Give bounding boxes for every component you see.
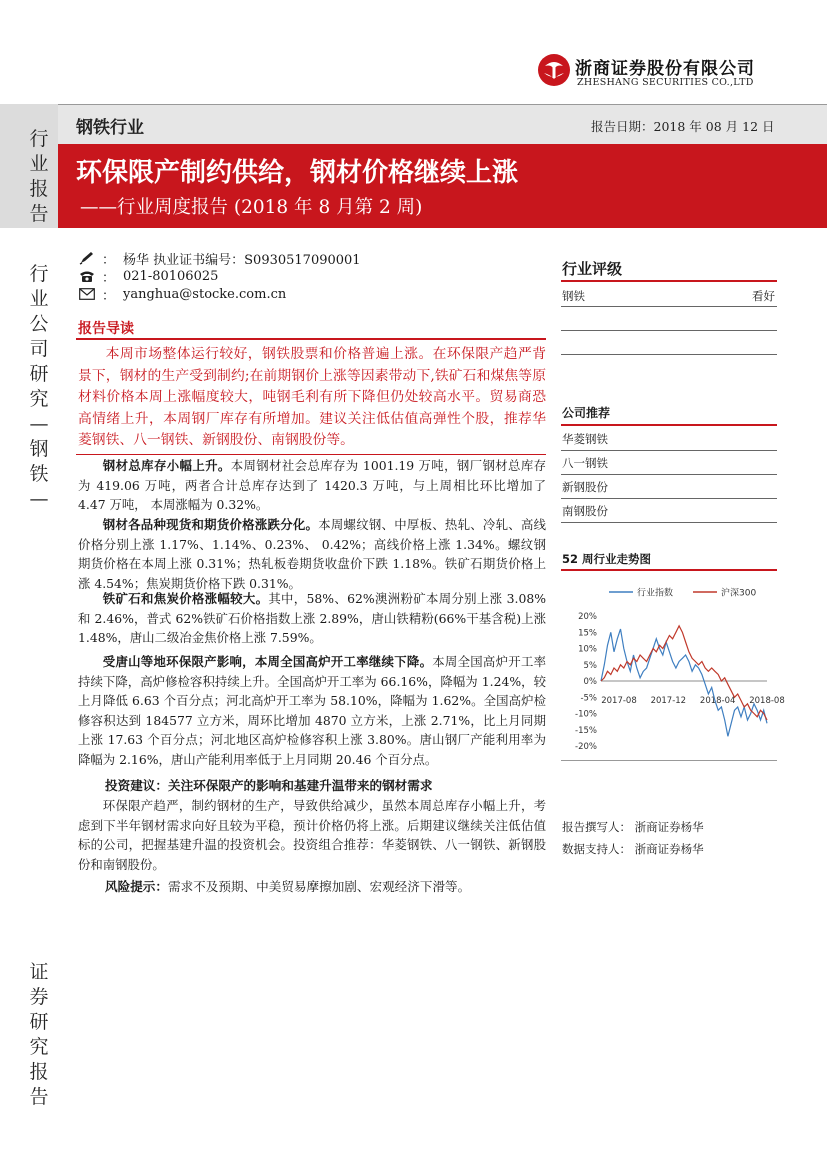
analyst-name: 杨华 执业证书编号：S0930517090001 xyxy=(123,252,361,268)
rating-heading: 行业评级 xyxy=(562,260,623,278)
analyst-email-row: ： yanghua@stocke.com.cn xyxy=(78,285,286,303)
x-tick-label: 2017-08 xyxy=(601,696,637,706)
x-tick-label: 2017-12 xyxy=(650,696,687,706)
analyst-phone-row: ： 021-80106025 xyxy=(78,267,218,285)
y-tick-label: 15% xyxy=(578,628,597,639)
y-tick-label: -10% xyxy=(575,709,597,720)
analyst-name-row: ： 杨华 执业证书编号：S0930517090001 xyxy=(78,249,361,267)
recommend-row-divider xyxy=(561,450,777,451)
pen-icon xyxy=(78,251,96,265)
phone-icon xyxy=(78,269,96,283)
recommend-row-divider xyxy=(561,474,777,475)
recommend-item: 南钢股份 xyxy=(562,504,608,518)
recommend-row-divider xyxy=(561,522,777,523)
rating-divider xyxy=(561,280,777,282)
recommend-row-divider xyxy=(561,498,777,499)
report-subtitle: ——行业周度报告 (2018 年 8 月第 2 周) xyxy=(80,197,423,218)
industry-name: 钢铁行业 xyxy=(76,118,144,138)
x-tick-label: 2018-08 xyxy=(749,696,785,706)
x-tick-label: 2018-04 xyxy=(699,696,736,706)
trend-heading: 52 周行业走势图 xyxy=(562,552,652,566)
report-date: 报告日期：2018 年 08 月 12 日 xyxy=(591,119,775,134)
company-name-en: ZHESHANG SECURITIES CO.,LTD xyxy=(577,77,754,88)
legend-label: 沪深300 xyxy=(721,588,757,599)
paragraph-prices: 钢材各品种现货和期货价格涨跌分化。本周螺纹钢、中厚板、热轧、冷轧、高线价格分别上涨 1.17%、1.14%、0.23%、 0.42%；高线价格上涨 1.34%。螺纹钢期货价格在本周上涨 0.31%；热轧板卷期货收盘价下跌 1.18%。铁矿石期货价格上涨 4.54%；焦炭期货价格下跌 0.31%。 xyxy=(78,517,546,591)
series-line xyxy=(601,629,767,736)
rating-row-divider xyxy=(561,354,777,355)
paragraph-blast-furnace: 受唐山等地环保限产影响，本周全国高炉开工率继续下降。本周全国高炉开工率持续下降，高炉修检容积持续上升。全国高炉开工率为 66.16%，降幅为 1.24%，较上月降低 6.63 个百分点；河北高炉开工率为 58.10%，降幅为 1.62%。全国高炉检修容积达到 184577 立方米，周环比增加 4870 立方米，上涨 2.71%，比上月同期上涨 17.63 个百分点；河北地区高炉检修容积上涨 3.80%。唐山钢厂产能利用率为降幅为 2.16%，唐山产能利用率低于上月同期 20.46 个百分点。 xyxy=(78,654,547,767)
analyst-phone: 021-80106025 xyxy=(123,268,219,284)
paragraph-inventory: 钢材总库存小幅上升。本周钢材社会总库存为 1001.19 万吨，钢厂钢材总库存为 419.06 万吨，两者合计总库存达到了 1420.3 万吨，与上周相比环比增加了 4.47 万吨， 本周涨幅为 0.32%。 xyxy=(78,458,547,513)
paragraph-raw-materials: 铁矿石和焦炭价格涨幅较大。其中，58%、62%澳洲粉矿本周分别上涨 3.08%和 2.46%，普式 62%铁矿石价格指数上涨 2.89%，唐山铁精粉(66%干基含税)上涨 1.48%，唐山二级冶金焦价格上涨 7.59%。 xyxy=(78,591,546,646)
report-title: 环保限产制约供给，钢材价格继续上涨 xyxy=(76,158,519,188)
rating-value: 看好 xyxy=(752,289,775,303)
summary-bottom-divider xyxy=(76,454,546,455)
y-tick-label: 0% xyxy=(583,677,597,687)
report-type-label: 行业报告 xyxy=(29,128,49,225)
recommend-divider xyxy=(561,424,777,426)
summary-text: 本周市场整体运行较好，钢铁股票和价格普遍上涨。在环保限产趋严背景下，钢材的生产受到制约;在前期钢价上涨等因素带动下,铁矿石和煤焦等原材料价格本周上涨幅度较大，吨钢毛利有所下降但仍处较高水平。贸易商恐高情绪上升，本周钢厂库存有所增加。建议关注低估值高弹性个股，推荐华菱钢铁、八一钢铁、新钢股份、南钢股份等。 xyxy=(78,346,546,448)
envelope-icon xyxy=(78,288,96,300)
rating-row-divider xyxy=(561,330,777,331)
recommend-item: 新钢股份 xyxy=(562,480,608,494)
y-tick-label: -5% xyxy=(580,693,597,704)
trend-line-chart xyxy=(561,572,785,760)
data-supporter: 数据支持人： 浙商证券杨华 xyxy=(562,842,704,856)
y-tick-label: 10% xyxy=(578,644,597,655)
y-tick-label: 5% xyxy=(583,660,597,671)
y-tick-label: 20% xyxy=(578,612,597,622)
summary-label: 报告导读 xyxy=(78,321,134,337)
investment-advice-heading: 投资建议：关注环保限产的影响和基建升温带来的钢材需求 xyxy=(105,778,433,793)
chart-bottom-divider xyxy=(561,760,777,761)
analyst-email[interactable]: yanghua@stocke.com.cn xyxy=(123,286,287,302)
recommend-item: 华菱钢铁 xyxy=(562,432,608,446)
category-label: 行业公司研究—钢铁— xyxy=(29,263,49,510)
y-tick-label: -15% xyxy=(575,725,597,736)
report-writer: 报告撰写人： 浙商证券杨华 xyxy=(562,820,704,834)
company-logo-icon xyxy=(537,53,571,87)
footer-label: 证券研究报告 xyxy=(29,961,49,1108)
rating-row-divider xyxy=(561,306,777,307)
summary-divider xyxy=(76,338,546,340)
rating-industry: 钢铁 xyxy=(562,289,585,303)
trend-divider xyxy=(561,569,777,571)
paragraph-advice: 环保限产趋严，制约钢材的生产，导致供给减少，虽然本周总库存小幅上升，考虑到下半年钢材需求向好且较为平稳，预计价格仍将上涨。后期建议继续关注低估值标的公司，把握基建升温的投资机会。投资组合推荐：华菱钢铁、八一钢铁、新钢股份和南钢股份。 xyxy=(78,798,546,872)
risk-warning: 风险提示：需求不及预期、中美贸易摩擦加剧、宏观经济下滑等。 xyxy=(105,879,471,894)
recommend-heading: 公司推荐 xyxy=(562,406,611,420)
recommend-item: 八一钢铁 xyxy=(562,456,608,470)
company-name-cn: 浙商证券股份有限公司 xyxy=(575,59,755,79)
legend-label: 行业指数 xyxy=(637,588,674,599)
y-tick-label: -20% xyxy=(575,742,597,752)
